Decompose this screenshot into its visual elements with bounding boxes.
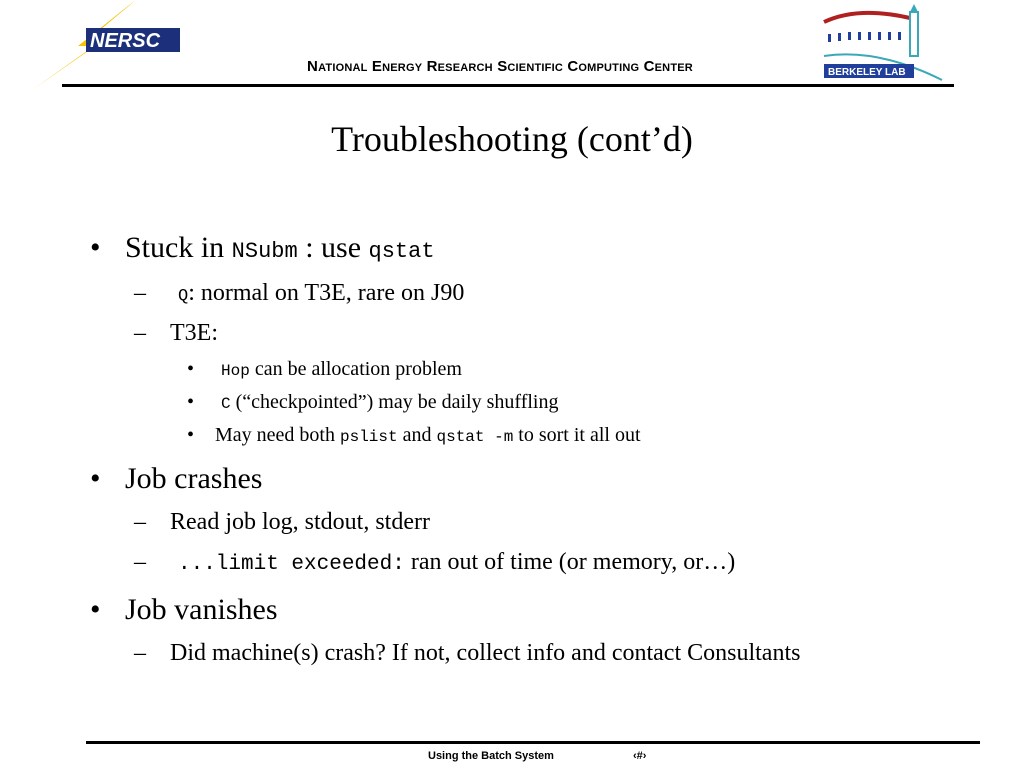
dash-marker: – bbox=[134, 640, 146, 666]
subsub-text: to sort it all out bbox=[513, 424, 641, 446]
bullet-marker: • bbox=[90, 593, 101, 626]
subbullet-machine-crash: Did machine(s) crash? If not, collect info and contact Consultants bbox=[170, 640, 801, 666]
berkeley-logo-text: BERKELEY LAB bbox=[828, 67, 906, 78]
code-limit-exceeded: ...limit exceeded: bbox=[178, 553, 405, 576]
dash-marker: – bbox=[134, 509, 146, 535]
header-rule bbox=[62, 84, 954, 87]
subsub-text: can be allocation problem bbox=[249, 358, 462, 380]
subbullet-limit-exceeded bbox=[178, 549, 735, 576]
dash-marker: – bbox=[134, 320, 146, 346]
slide-title: Troubleshooting (cont’d) bbox=[331, 119, 693, 159]
code-qstat-m: qstat -m bbox=[436, 428, 514, 446]
subsub-pslist bbox=[215, 424, 641, 447]
subbullet-text: : normal on T3E, rare on J90 bbox=[188, 280, 465, 306]
berkeley-lab-logo bbox=[818, 4, 948, 84]
bullet-job-crashes: Job crashes bbox=[125, 462, 263, 495]
subbullet-t3e: T3E: bbox=[170, 320, 218, 346]
footer-rule bbox=[86, 741, 980, 744]
subsub-text: (“checkpointed”) may be daily shuffling bbox=[230, 391, 559, 413]
nersc-logo bbox=[28, 0, 188, 90]
subbullet-read-log: Read job log, stdout, stderr bbox=[170, 509, 430, 535]
bullet-job-vanishes: Job vanishes bbox=[125, 593, 278, 626]
code-qstat: qstat bbox=[368, 239, 435, 264]
organization-title: National Energy Research Scientific Computing Center bbox=[307, 58, 693, 75]
bullet-marker: • bbox=[187, 424, 195, 446]
subbullet-text: ran out of time (or memory, or…) bbox=[404, 549, 736, 575]
bullet-marker: • bbox=[187, 358, 195, 380]
subsub-hop bbox=[221, 358, 462, 381]
bullet-text: : use bbox=[297, 231, 369, 264]
code-nsubm: NSubm bbox=[231, 239, 298, 264]
dash-marker: – bbox=[134, 549, 146, 575]
nersc-logo-text: NERSC bbox=[90, 30, 161, 52]
code-c: C bbox=[221, 395, 231, 413]
bullet-marker: • bbox=[90, 462, 101, 495]
subsub-text: and bbox=[397, 424, 437, 446]
subsub-checkpointed bbox=[221, 391, 558, 414]
code-pslist: pslist bbox=[339, 428, 398, 446]
code-q: Q bbox=[178, 287, 189, 306]
bullet-stuck bbox=[125, 231, 435, 265]
subsub-text: May need both bbox=[215, 424, 340, 446]
subbullet-q bbox=[178, 280, 464, 307]
bullet-marker: • bbox=[187, 391, 195, 413]
page-number: ‹#› bbox=[633, 750, 647, 762]
bullet-text: Stuck in bbox=[125, 231, 232, 264]
bullet-marker: • bbox=[90, 231, 101, 264]
dash-marker: – bbox=[134, 280, 146, 306]
code-hop: Hop bbox=[221, 362, 250, 380]
footer-title: Using the Batch System bbox=[428, 750, 554, 762]
